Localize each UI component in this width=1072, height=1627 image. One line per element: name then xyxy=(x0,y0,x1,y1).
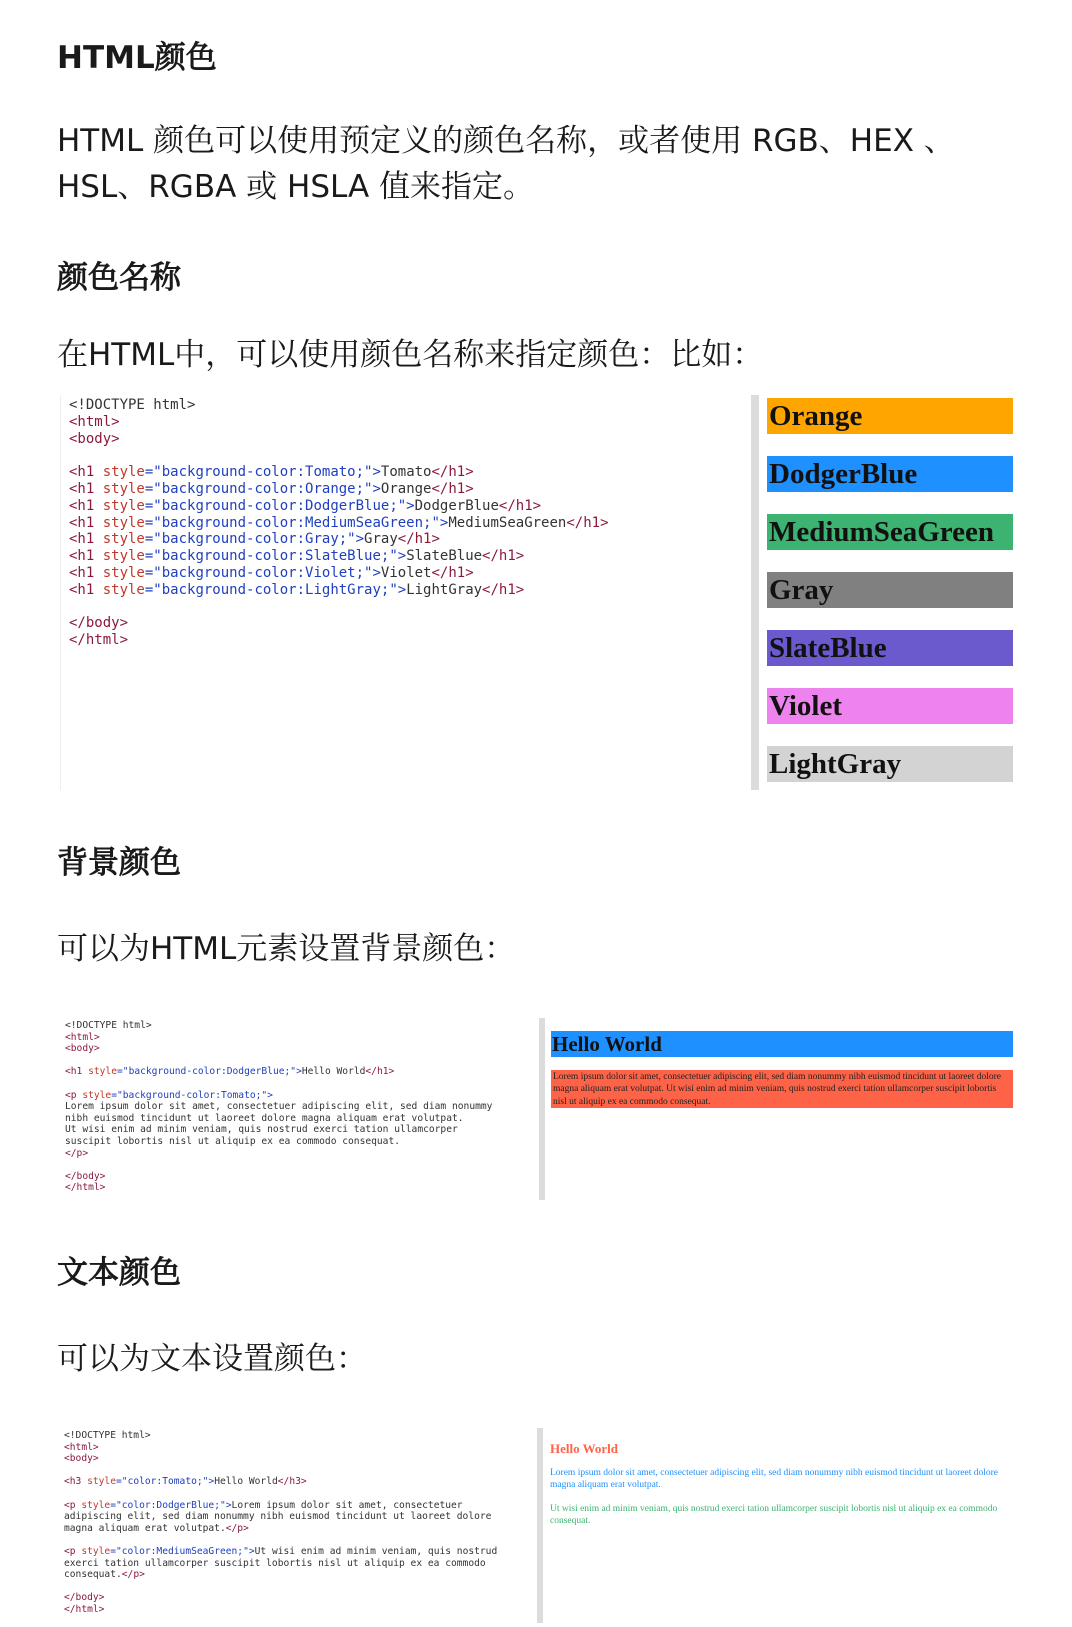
text-color-description: 可以为文本设置颜色： xyxy=(57,1341,367,1377)
swatch-slateblue: SlateBlue xyxy=(767,630,1013,666)
panel-divider xyxy=(539,1018,545,1200)
swatch-gray: Gray xyxy=(767,572,1013,608)
swatch-lightgray: LightGray xyxy=(767,746,1013,782)
section-heading-background: 背景颜色 xyxy=(57,845,181,881)
text-color-code-block: <!DOCTYPE html> <html> <body> <h3 style="color:Tomato;">Hello World</h3> <p style="color:DodgerBlue;">Lorem ipsum dolor sit amet, consectetuer adipiscing elit, sed diam nonummy nibh euismod tincidunt ut laoreet dolore magna aliquam erat volutpat.</p> <p style="color:MediumSeaGreen;">Ut wisi enim ad minim veniam, quis nostrud exerci tation ullamcorper suscipit lobortis nisl ut aliquip ex ea commodo consequat.</p> </body> </html> xyxy=(64,1430,498,1615)
panel-divider xyxy=(537,1428,543,1623)
swatch-violet: Violet xyxy=(767,688,1013,724)
preview-lorem-paragraph: Lorem ipsum dolor sit amet, consectetuer adipiscing elit, sed diam nonummy nibh euismod tincidunt ut laoreet dolore magna aliquam erat volutpat. Ut wisi enim ad minim veniam, quis nostrud exerci tation ullamcorper suscipit lobortis nisl ut aliquip ex ea commodo consequat. xyxy=(551,1070,1013,1108)
code-line: <h1 style="background-color:Violet;">Violet</h1> xyxy=(69,564,474,581)
color-names-description: 在HTML中，可以使用颜色名称来指定颜色：比如： xyxy=(57,337,764,373)
swatch-orange: Orange xyxy=(767,398,1013,434)
code-body-close: </body> xyxy=(69,615,129,632)
page-title: HTML颜色 xyxy=(57,40,217,76)
code-line: <h1 style="background-color:MediumSeaGreen;">MediumSeaGreen</h1> xyxy=(69,514,609,531)
code-body-open: <body> xyxy=(69,430,120,447)
panel-divider xyxy=(751,395,759,790)
code-line: <h1 style="background-color:Orange;">Orange</h1> xyxy=(69,480,474,497)
section-heading-color-names: 颜色名称 xyxy=(57,260,181,296)
section-heading-text-color: 文本颜色 xyxy=(57,1255,181,1291)
code-doctype: <!DOCTYPE html> xyxy=(69,397,196,413)
swatch-dodgerblue: DodgerBlue xyxy=(767,456,1013,492)
preview-mediumseagreen-paragraph: Ut wisi enim ad minim veniam, quis nostrud exerci tation ullamcorper suscipit lobortis nisl ut aliquip ex ea commodo consequat. xyxy=(550,1504,998,1527)
code-html-open: <html> xyxy=(69,413,120,430)
background-code-panel xyxy=(60,1018,538,1200)
preview-dodgerblue-paragraph: Lorem ipsum dolor sit amet, consectetuer adipiscing elit, sed diam nonummy nibh euismod tincidunt ut laoreet dolore magna aliquam erat volutpat. xyxy=(550,1468,998,1491)
swatch-mediumseagreen: MediumSeaGreen xyxy=(767,514,1013,550)
code-line: <h1 style="background-color:DodgerBlue;">DodgerBlue</h1> xyxy=(69,497,542,514)
code-line: <h1 style="background-color:LightGray;">LightGray</h1> xyxy=(69,581,525,598)
code-line: <h1 style="background-color:Tomato;">Tomato</h1> xyxy=(69,464,474,481)
text-color-code-panel xyxy=(60,1428,536,1623)
background-description: 可以为HTML元素设置背景颜色： xyxy=(57,931,516,967)
code-html-close: </html> xyxy=(69,632,129,649)
code-line: <h1 style="background-color:SlateBlue;">SlateBlue</h1> xyxy=(69,548,525,565)
color-names-code-block xyxy=(69,397,609,649)
preview-hello-world-h3: Hello World xyxy=(550,1441,619,1456)
intro-text: HTML 颜色可以使用预定义的颜色名称，或者使用 RGB、HEX 、HSL、RGBA 或 HSLA 值来指定。 xyxy=(57,123,955,205)
preview-hello-world-h1: Hello World xyxy=(551,1031,1013,1057)
color-names-code-panel xyxy=(60,395,751,790)
background-code-block: <!DOCTYPE html> <html> <body> <h1 style="background-color:DodgerBlue;">Hello World</h1> <p style="background-color:Tomato;"> Lorem ipsum dolor sit amet, consectetuer adipiscing elit, sed diam nonummy nibh euismod tincidunt ut laoreet dolore magna aliquam erat volutpat. Ut wisi enim ad minim veniam, quis nostrud exerci tation ullamcorper suscipit lobortis nisl ut aliquip ex ea commodo consequat. </p> </body> </html> xyxy=(65,1020,493,1194)
code-line: <h1 style="background-color:Gray;">Gray</h1> xyxy=(69,531,440,548)
